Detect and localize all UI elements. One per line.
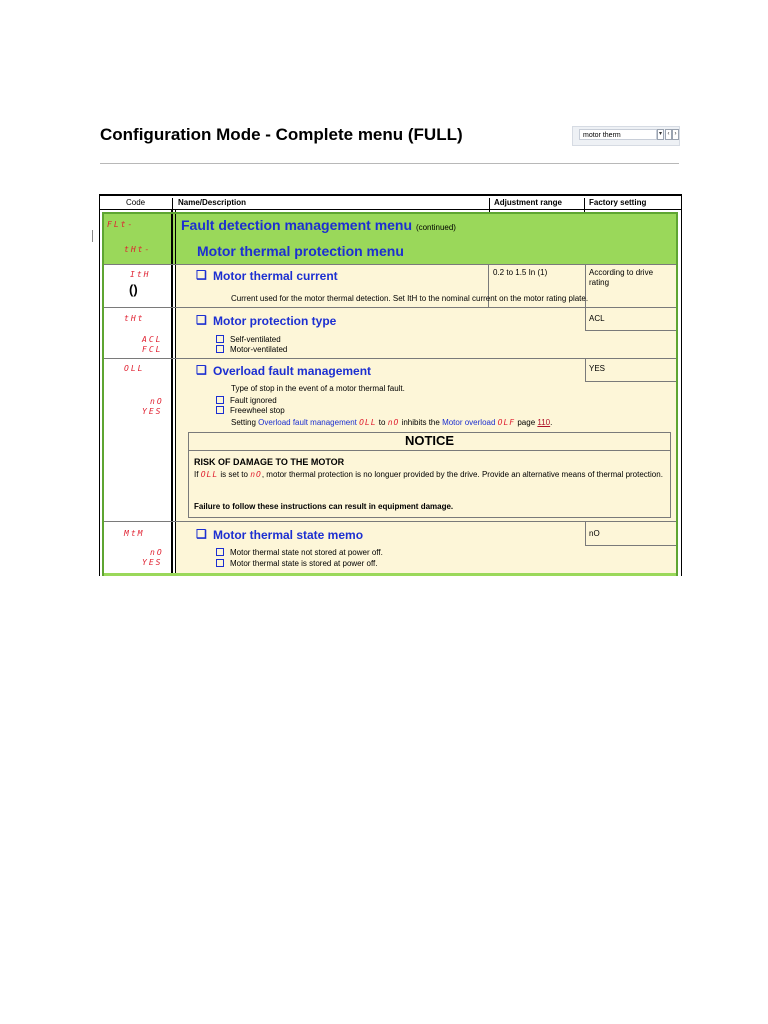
notice-title: NOTICE <box>189 433 670 451</box>
setting-code: OLL <box>359 418 377 427</box>
checkbox-icon <box>216 406 224 414</box>
setting-prefix: Setting <box>231 418 256 427</box>
oll-option-code: nO <box>150 397 164 406</box>
oll-factory: YES <box>589 364 606 373</box>
notice-footer: Failure to follow these instructions can result in equipment damage. <box>194 502 454 511</box>
oll-title: Overload fault management <box>213 364 372 378</box>
tht-factory: ACL <box>589 314 605 323</box>
mtm-title: Motor thermal state memo <box>213 528 364 542</box>
setting-page-link[interactable]: 110 <box>537 418 551 427</box>
oll-code: OLL <box>124 364 145 373</box>
ith-code: ItH <box>130 270 151 279</box>
ith-factory: According to drive rating <box>589 268 654 287</box>
ith-range: 0.2 to 1.5 In (1) <box>493 268 548 277</box>
title-rule <box>100 163 679 164</box>
checkbox-icon <box>216 345 224 353</box>
mtm-code: MtM <box>124 529 145 538</box>
oll-description: Type of stop in the event of a motor thermal fault. <box>231 384 405 393</box>
checkbox-icon: ❏ <box>196 363 207 377</box>
oll-option <box>216 406 285 416</box>
checkbox-icon: ❏ <box>196 313 207 327</box>
header-range: Adjustment range <box>494 198 563 207</box>
menu-code: FLt- <box>107 220 135 229</box>
table-header <box>100 194 681 210</box>
notice-code: OLL <box>200 470 219 479</box>
mtm-option-label: Motor thermal state not stored at power off. <box>230 548 383 557</box>
notice-value: nO <box>250 470 262 479</box>
nav-select[interactable]: motor therm <box>579 129 657 140</box>
tht-option-label: Self-ventilated <box>230 335 281 344</box>
mtm-option-code: YES <box>142 558 163 567</box>
setting-param-link[interactable]: Overload fault management <box>258 418 357 427</box>
ith-title: Motor thermal current <box>213 269 338 283</box>
menu-title-suffix: (continued) <box>415 223 456 232</box>
notice-heading: RISK OF DAMAGE TO THE MOTOR <box>194 457 345 467</box>
notice-box <box>188 432 671 518</box>
ith-settings-icon: () <box>129 282 138 297</box>
oll-option <box>216 396 277 406</box>
header-factory: Factory setting <box>589 198 647 207</box>
tht-option <box>216 345 287 355</box>
notice-body-rest: , motor thermal protection is no longuer provided by the drive. Provide an alternative means of thermal protection. <box>261 470 663 479</box>
checkbox-icon: ❏ <box>196 268 207 282</box>
checkbox-icon <box>216 335 224 343</box>
tht-title: Motor protection type <box>213 314 337 328</box>
oll-option-label: Fault ignored <box>230 396 277 405</box>
checkbox-icon <box>216 396 224 404</box>
header-divider <box>489 198 490 212</box>
setting-inhibits: inhibits the <box>401 418 440 427</box>
setting-end: . <box>550 418 553 427</box>
tht-option-code: ACL <box>142 335 163 344</box>
submenu-code: tHt- <box>124 245 152 254</box>
oll-setting-note <box>231 418 552 428</box>
mtm-factory: nO <box>589 529 600 538</box>
tht-option-code: FCL <box>142 345 163 354</box>
menu-title-text: Fault detection management menu <box>181 217 413 233</box>
mtm-option-code: nO <box>150 548 164 557</box>
header-divider <box>584 198 585 212</box>
chevron-down-icon[interactable]: ▾ <box>657 129 664 140</box>
checkbox-icon <box>216 548 224 556</box>
notice-if: If <box>194 470 199 479</box>
previous-icon[interactable]: ‹ <box>665 129 672 140</box>
table-bottom-band <box>104 573 676 576</box>
oll-option-code: YES <box>142 407 163 416</box>
oll-option-label: Freewheel stop <box>230 406 285 415</box>
setting-to: to <box>378 418 386 427</box>
tht-option-label: Motor-ventilated <box>230 345 288 354</box>
ith-description: Current used for the motor thermal detection. Set ItH to the nominal current on the motor rating plate. <box>231 294 589 303</box>
page-title: Configuration Mode - Complete menu (FULL) <box>100 125 463 144</box>
mtm-option-label: Motor thermal state is stored at power off. <box>230 559 378 568</box>
header-name: Name/Description <box>178 198 247 207</box>
setting-value: nO <box>387 418 400 427</box>
header-code: Code <box>126 198 146 207</box>
mtm-option <box>216 548 383 558</box>
menu-title <box>181 217 456 233</box>
mtm-option <box>216 559 377 569</box>
checkbox-icon <box>216 559 224 567</box>
nav-widget[interactable] <box>572 126 680 146</box>
tht-option <box>216 335 281 345</box>
checkbox-icon: ❏ <box>196 527 207 541</box>
setting-target-code: OLF <box>497 418 516 427</box>
setting-target-link[interactable]: Motor overload <box>442 418 496 427</box>
notice-body <box>194 469 664 480</box>
submenu-title: Motor thermal protection menu <box>197 243 404 259</box>
tht-code: tHt <box>124 314 145 323</box>
row-divider <box>104 264 676 265</box>
notice-is-set-to: is set to <box>220 470 248 479</box>
setting-page-word: page <box>517 418 536 427</box>
margin-marker <box>92 230 93 242</box>
next-icon[interactable]: › <box>672 129 679 140</box>
